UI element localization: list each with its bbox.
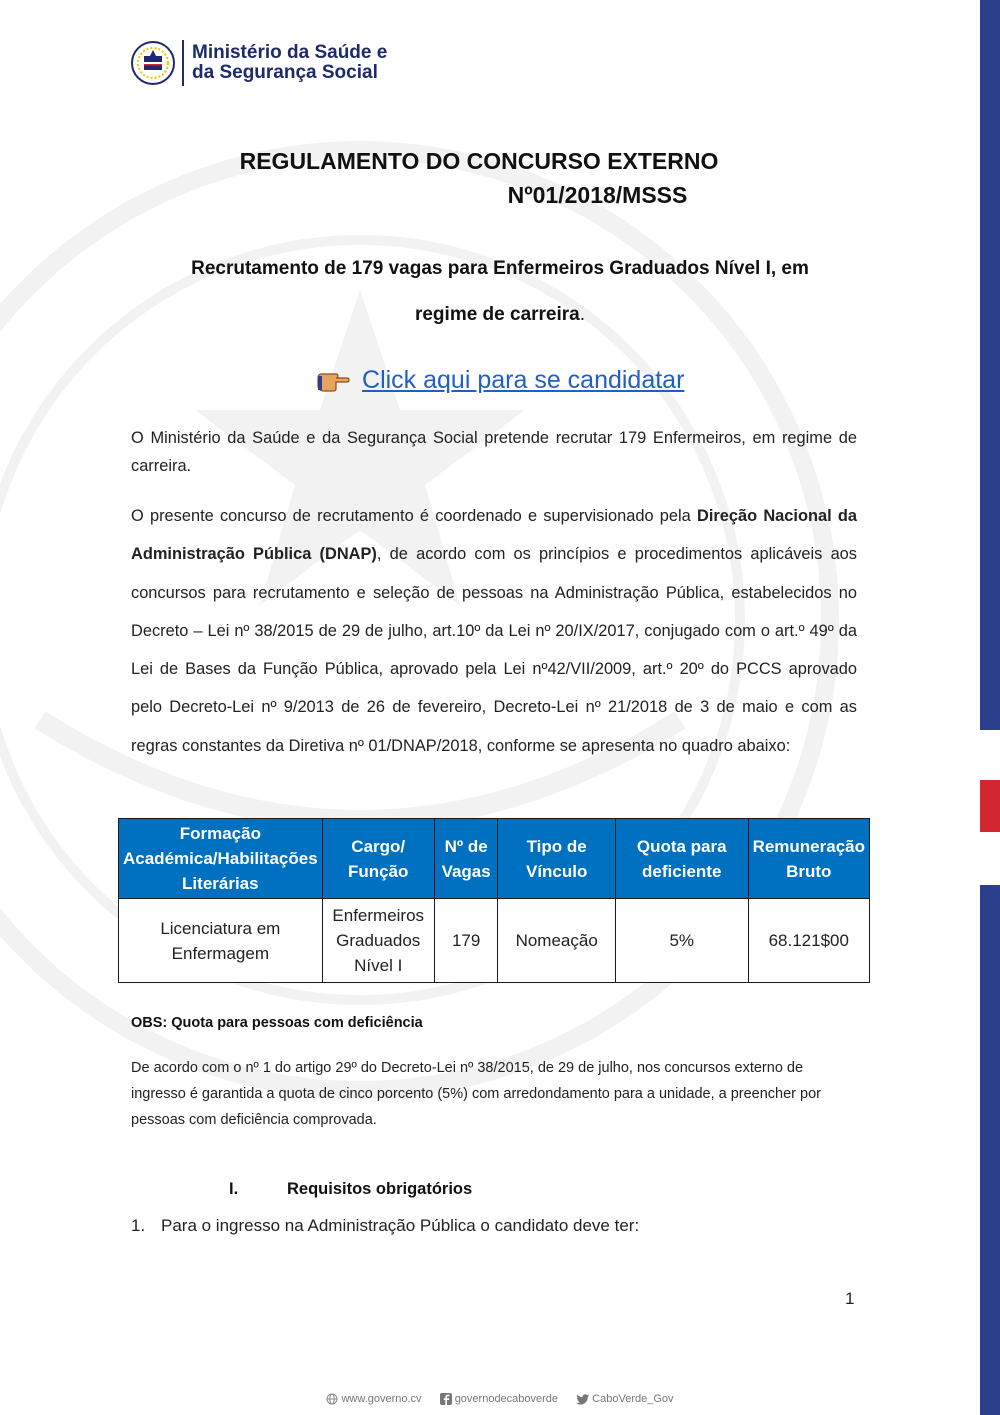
footer-facebook[interactable]: governodecaboverde bbox=[454, 1393, 559, 1406]
twitter-icon bbox=[576, 1394, 589, 1405]
header-cargo: Cargo/ Função bbox=[322, 819, 434, 899]
header-vagas: Nº de Vagas bbox=[434, 819, 498, 899]
list-item-number: 1. bbox=[131, 1216, 146, 1235]
table-row bbox=[119, 899, 870, 983]
side-brand-band-top bbox=[980, 0, 1000, 730]
page-number: 1 bbox=[845, 1289, 855, 1308]
dnap-name: Direção Nacional da Administração Pública (DNAP) bbox=[131, 507, 857, 564]
apply-link[interactable]: Click aqui para se candidatar bbox=[362, 366, 685, 394]
ministry-name bbox=[192, 43, 387, 83]
header-formacao: Formação Académica/Habilitações Literárias bbox=[119, 819, 323, 899]
logo-divider bbox=[182, 40, 184, 86]
cell-vagas: 179 bbox=[434, 899, 498, 983]
table-header-row bbox=[119, 819, 870, 899]
vacancy-table bbox=[118, 818, 870, 983]
footer bbox=[0, 1393, 1000, 1405]
cell-cargo: Enfermeiros Graduados Nível I bbox=[322, 899, 434, 983]
side-brand-band-bottom bbox=[980, 885, 1000, 1415]
facebook-icon bbox=[440, 1393, 452, 1405]
cell-vinculo: Nomeação bbox=[498, 899, 615, 983]
document-title-line1: REGULAMENTO DO CONCURSO EXTERNO bbox=[239, 148, 719, 174]
document-subtitle-line1: Recrutamento de 179 vagas para Enfermeiros Graduados Nível I, em bbox=[191, 258, 809, 279]
globe-icon bbox=[326, 1393, 338, 1405]
obs-note: OBS: Quota para pessoas com deficiência bbox=[131, 1015, 423, 1031]
intro-paragraph: O Ministério da Saúde e da Segurança Social pretende recrutar 179 Enfermeiros, em regime de carreira. bbox=[131, 429, 857, 475]
ministry-name-line1: Ministério da Saúde e bbox=[192, 42, 388, 63]
ministry-name-line2: da Segurança Social bbox=[192, 62, 378, 83]
cell-quota: 5% bbox=[615, 899, 748, 983]
subtitle-period: . bbox=[579, 304, 586, 325]
cell-formacao: Licenciatura em Enfermagem bbox=[119, 899, 323, 983]
section-title: Requisitos obrigatórios bbox=[287, 1180, 473, 1198]
cell-remuneracao: 68.121$00 bbox=[748, 899, 869, 983]
ministry-logo bbox=[130, 38, 387, 88]
side-brand-band-red bbox=[980, 780, 1000, 832]
header-vinculo: Tipo de Vínculo bbox=[498, 819, 615, 899]
quota-note: De acordo com o nº 1 do artigo 29º do Decreto-Lei nº 38/2015, de 29 de julho, nos concursos externo de ingresso é garantida a quota de cinco porcento (5%) com arredondamento para a unidade, a preencher por pessoas com deficiência comprovada. bbox=[131, 1060, 821, 1128]
coordination-text-b: , de acordo com os princípios e procedimentos aplicáveis aos concursos para recrutamento e seleção de pessoas na Administração Pública, estabelecidos no Decreto – Lei nº 38/2015 de 29 de julho, art.10º da Lei nº 20/IX/2017, conjugado com o art.º 49º da Lei de Bases da Função Pública, aprovado pela Lei nº42/VII/2009, art.º 20º do PCCS aprovado pelo Decreto-Lei nº 9/2013 de 26 de fevereiro, Decreto-Lei nº 21/2018 de 3 de maio e com as regras constantes da Diretiva nº 01/DNAP/2018, conforme se apresenta no quadro abaixo: bbox=[131, 545, 857, 755]
header-quota: Quota para deficiente bbox=[615, 819, 748, 899]
apply-link-row bbox=[0, 366, 1000, 402]
document-title-line2: Nº01/2018/MSSS bbox=[507, 182, 688, 208]
ministry-emblem-icon bbox=[130, 40, 176, 86]
header-remuneracao: Remuneração Bruto bbox=[748, 819, 869, 899]
list-item-text: Para o ingresso na Administração Pública o candidato deve ter: bbox=[161, 1216, 640, 1235]
subtitle-line2-text: regime de carreira bbox=[414, 304, 580, 325]
footer-website[interactable]: www.governo.cv bbox=[341, 1393, 422, 1406]
coordination-text-a: O presente concurso de recrutamento é coordenado e supervisionado pela bbox=[131, 507, 697, 525]
coordination-paragraph bbox=[131, 497, 857, 765]
pointing-hand-icon bbox=[316, 370, 350, 392]
footer-twitter[interactable]: CaboVerde_Gov bbox=[592, 1393, 674, 1406]
document-subtitle-line2 bbox=[0, 304, 1000, 326]
list-item bbox=[131, 1216, 639, 1236]
section-heading bbox=[229, 1180, 472, 1199]
section-number: I. bbox=[229, 1180, 239, 1198]
